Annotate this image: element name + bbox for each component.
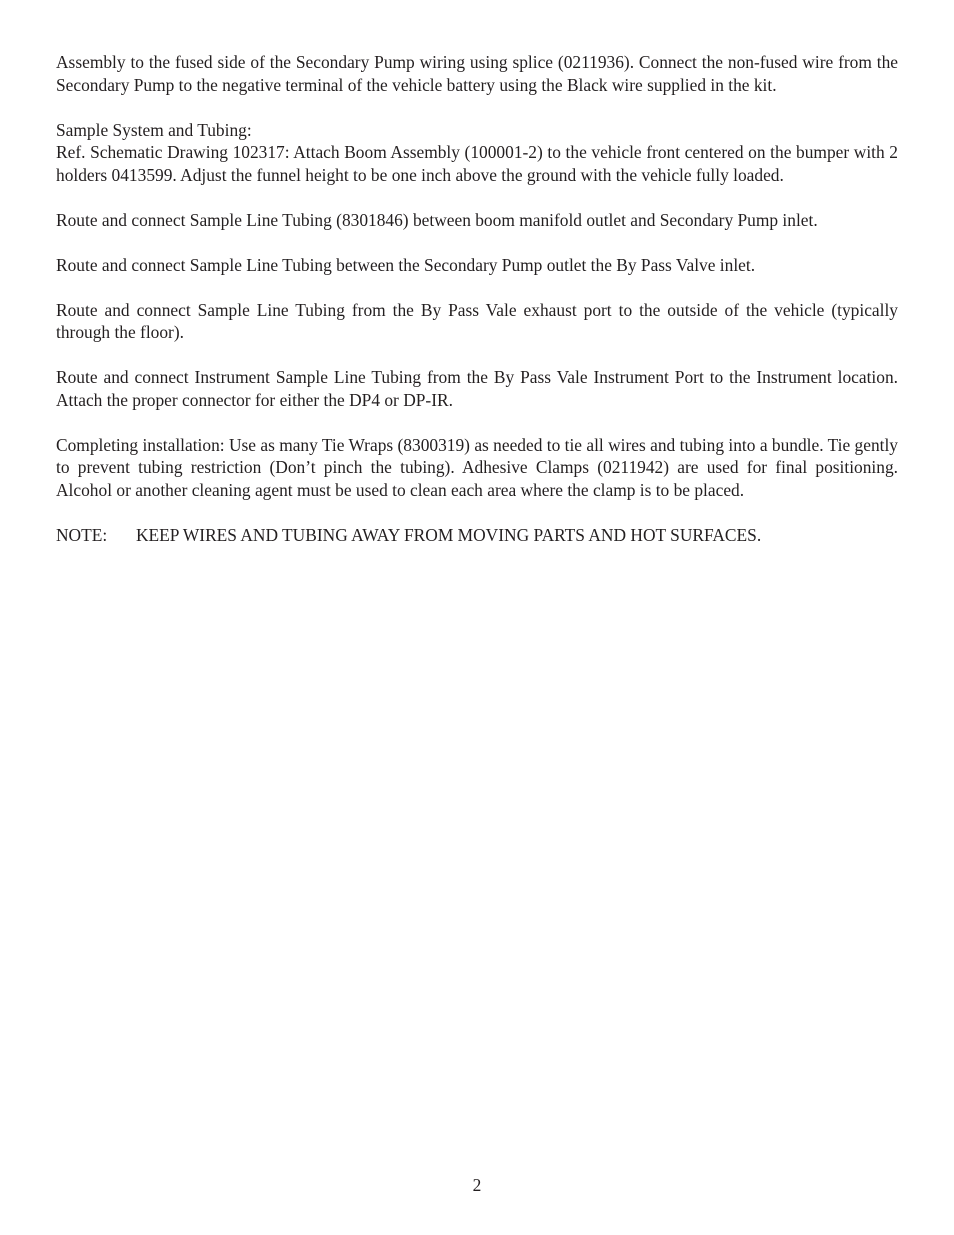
- paragraph-route-pump-to-valve: Route and connect Sample Line Tubing between the Secondary Pump outlet the By Pass Valve inlet.: [56, 254, 756, 275]
- sample-system-heading: Sample System and Tubing:: [56, 119, 252, 140]
- note-label: NOTE:: [56, 524, 108, 545]
- page-body: [56, 51, 898, 546]
- page-number: 2: [472, 1175, 482, 1195]
- paragraph-boom-assembly: Ref. Schematic Drawing 102317: Attach Boom Assembly (100001-2) to the vehicle front centered on the bumper with 2 holders 0413599. Adjust the funnel height to be one inch above the ground with the vehicle fully loaded.: [56, 142, 898, 185]
- paragraph-completing-installation: Completing installation: Use as many Tie Wraps (8300319) as needed to tie all wires and tubing into a bundle. Tie gently to prevent tubing restriction (Don’t pinch the tubing). Adhesive Clamps (0211942) are used for final positioning. Alcohol or another cleaning agent must be used to clean each area where the clamp is to be placed.: [56, 434, 898, 500]
- paragraph-route-exhaust: Route and connect Sample Line Tubing from the By Pass Vale exhaust port to the outside of the vehicle (typically through the floor).: [56, 299, 898, 342]
- note: [56, 524, 898, 547]
- paragraph-wiring-continued: Assembly to the fused side of the Secondary Pump wiring using splice (0211936). Connect the non-fused wire from the Secondary Pump to the negative terminal of the vehicle battery using the Black wire supplied in the kit.: [56, 52, 898, 95]
- paragraph-route-boom-to-pump: Route and connect Sample Line Tubing (8301846) between boom manifold outlet and Secondary Pump inlet.: [56, 209, 818, 230]
- note-text: KEEP WIRES AND TUBING AWAY FROM MOVING PARTS AND HOT SURFACES.: [136, 524, 762, 545]
- sample-system-section: [56, 119, 898, 187]
- paragraph-route-instrument: Route and connect Instrument Sample Line Tubing from the By Pass Vale Instrument Port to the Instrument location. Attach the proper connector for either the DP4 or DP-IR.: [56, 367, 898, 410]
